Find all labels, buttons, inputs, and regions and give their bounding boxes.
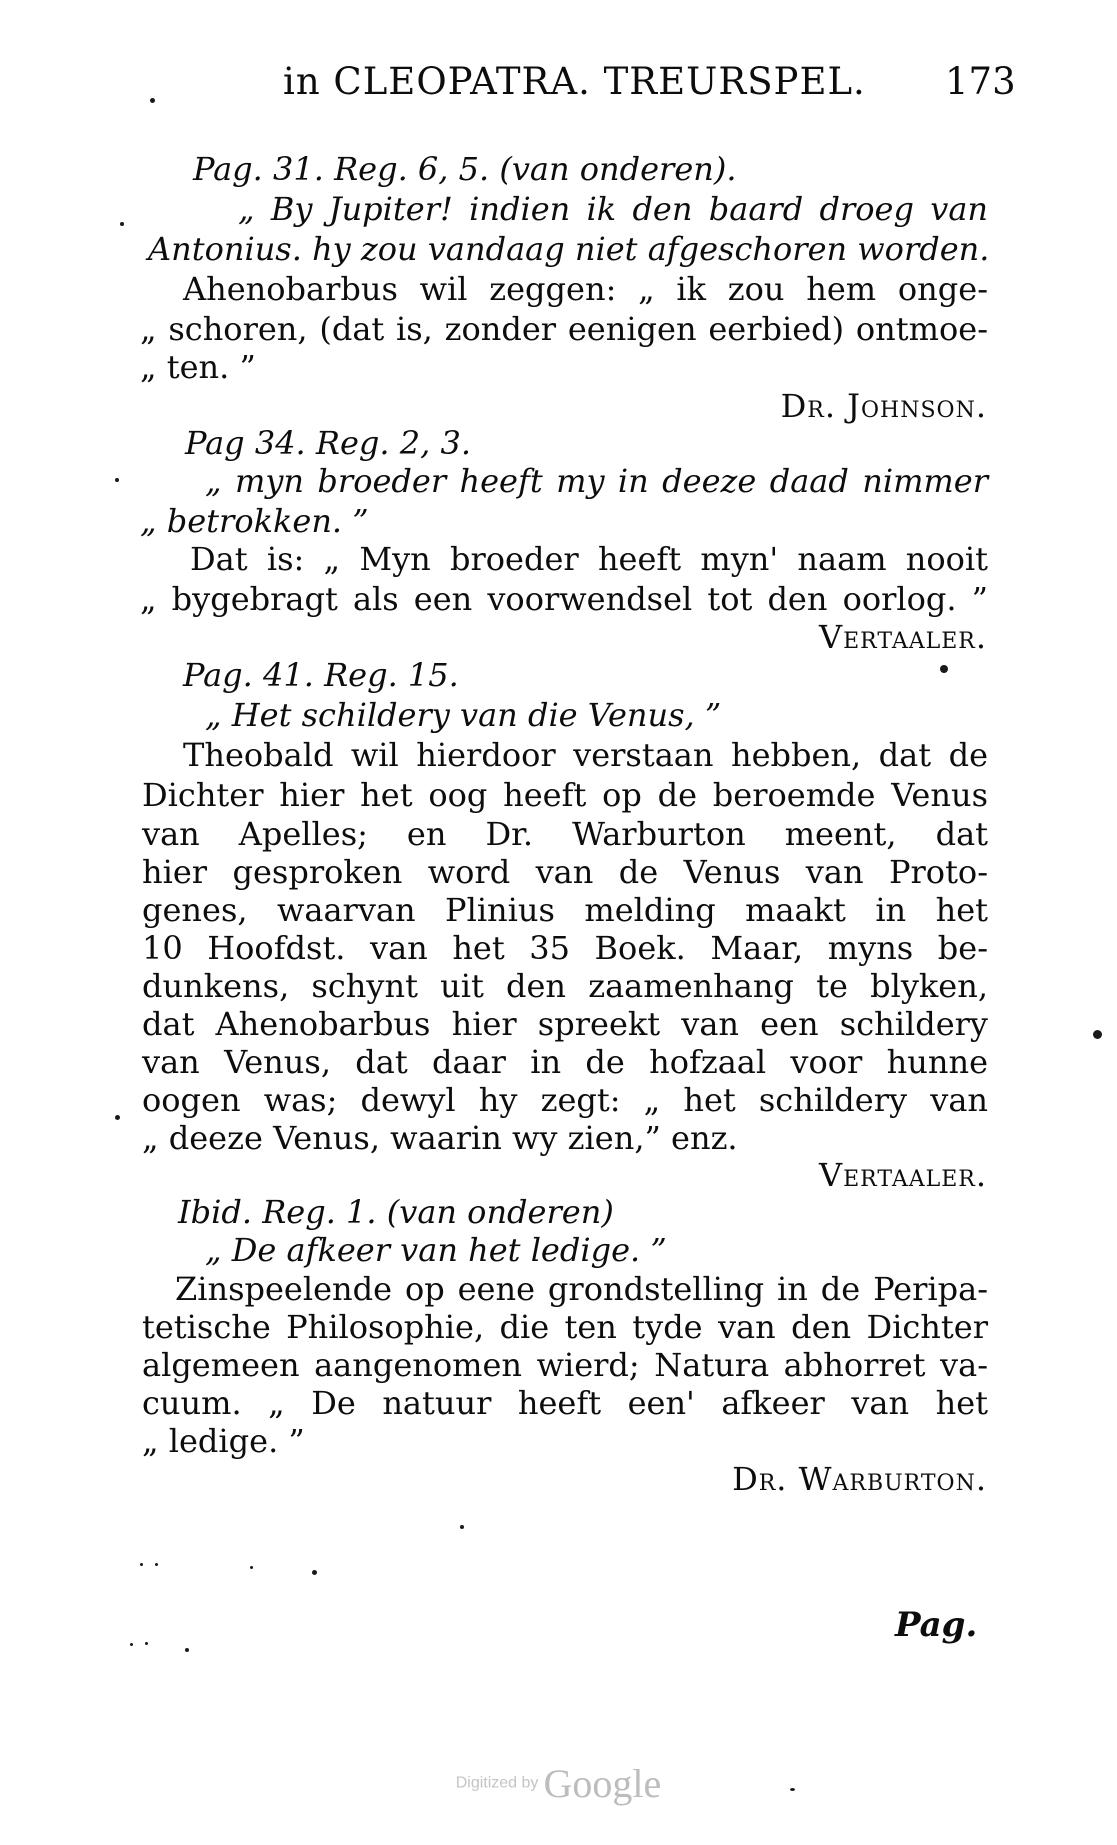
google-logo: Google — [543, 1761, 662, 1806]
speck — [140, 1563, 143, 1566]
commentary-line: „ ten. ” — [140, 348, 256, 386]
commentary-line: dunkens, schynt uit den zaamenhang te blyken, — [142, 967, 988, 1005]
quotation-line: „ Het schildery van die Venus, ” — [205, 696, 722, 734]
page-header — [0, 60, 1117, 110]
speck — [312, 1570, 317, 1575]
quotation-line: „ De afkeer van het ledige. ” — [205, 1231, 667, 1269]
digitization-watermark — [0, 1760, 1117, 1807]
commentary-line: hier gesproken word van de Venus van Proto- — [142, 853, 988, 891]
commentary-line: genes, waarvan Plinius melding maakt in het — [142, 891, 988, 929]
commentary-line: tetische Philosophie, die ten tyde van den Dichter — [142, 1308, 988, 1346]
speck — [150, 98, 155, 103]
note-reference: Pag. 31. Reg. 6, 5. (van onderen). — [193, 150, 737, 188]
commentary-line: Ahenobarbus wil zeggen: „ ik zou hem onge- — [183, 270, 988, 308]
speck — [250, 1566, 253, 1569]
note-reference: Pag 34. Reg. 2, 3. — [185, 424, 471, 462]
commentary-line: dat Ahenobarbus hier spreekt van een schildery — [142, 1005, 988, 1043]
commentary-line: Zinspeelende op eene grondstelling in de Peripa- — [175, 1270, 988, 1308]
digitized-by-text: Digitized by — [455, 1774, 539, 1792]
commentary-line: oogen was; dewyl hy zegt: „ het schildery van — [142, 1081, 988, 1119]
running-head: in CLEOPATRA. TREURSPEL. — [283, 60, 866, 103]
speck — [115, 478, 119, 482]
speck — [185, 1648, 189, 1652]
commentary-line: „ bygebragt als een voorwendsel tot den oorlog. ” — [140, 580, 988, 618]
speck — [120, 222, 124, 226]
speck — [155, 1563, 158, 1566]
note-signature: Dr. Warburton. — [732, 1460, 987, 1498]
commentary-line: 10 Hoofdst. van het 35 Boek. Maar, myns be- — [142, 929, 988, 967]
note-signature: Vertaaler. — [819, 618, 987, 656]
quotation-line: „ By Jupiter! indien ik den baard droeg van — [238, 190, 988, 228]
note-reference: Ibid. Reg. 1. (van onderen) — [178, 1193, 614, 1231]
commentary-line: van Apelles; en Dr. Warburton meent, dat — [142, 815, 988, 853]
note-reference: Pag. 41. Reg. 15. — [183, 656, 459, 694]
speck — [940, 665, 948, 673]
commentary-line: algemeen aangenomen wierd; Natura abhorret va- — [142, 1346, 988, 1384]
commentary-line: van Venus, dat daar in de hofzaal voor hunne — [142, 1043, 988, 1081]
quotation-line: „ betrokken. ” — [140, 502, 369, 540]
catchword: Pag. — [895, 1605, 978, 1645]
speck — [460, 1525, 464, 1529]
commentary-line: Theobald wil hierdoor verstaan hebben, dat de — [183, 736, 988, 774]
page-number: 173 — [945, 60, 1016, 103]
commentary-line: Dat is: „ Myn broeder heeft myn' naam nooit — [190, 540, 988, 578]
note-signature: Dr. Johnson. — [780, 387, 987, 425]
note-signature: Vertaaler. — [819, 1156, 987, 1194]
commentary-line: „ ledige. ” — [142, 1422, 305, 1460]
quotation-line: Antonius. hy zou vandaag niet afgeschoren worden. — [148, 230, 990, 268]
commentary-line: cuum. „ De natuur heeft een' afkeer van het — [142, 1384, 988, 1422]
commentary-line: Dichter hier het oog heeft op de beroemde Venus — [142, 776, 988, 814]
commentary-line: „ deeze Venus, waarin wy zien,” enz. — [142, 1119, 738, 1157]
quotation-line: „ myn broeder heeft my in deeze daad nimmer — [205, 462, 988, 500]
speck — [130, 1643, 133, 1646]
speck — [1093, 1030, 1102, 1039]
commentary-line: „ schoren, (dat is, zonder eenigen eerbied) ontmoe- — [140, 310, 988, 348]
speck — [145, 1642, 148, 1645]
speck — [115, 1115, 120, 1120]
